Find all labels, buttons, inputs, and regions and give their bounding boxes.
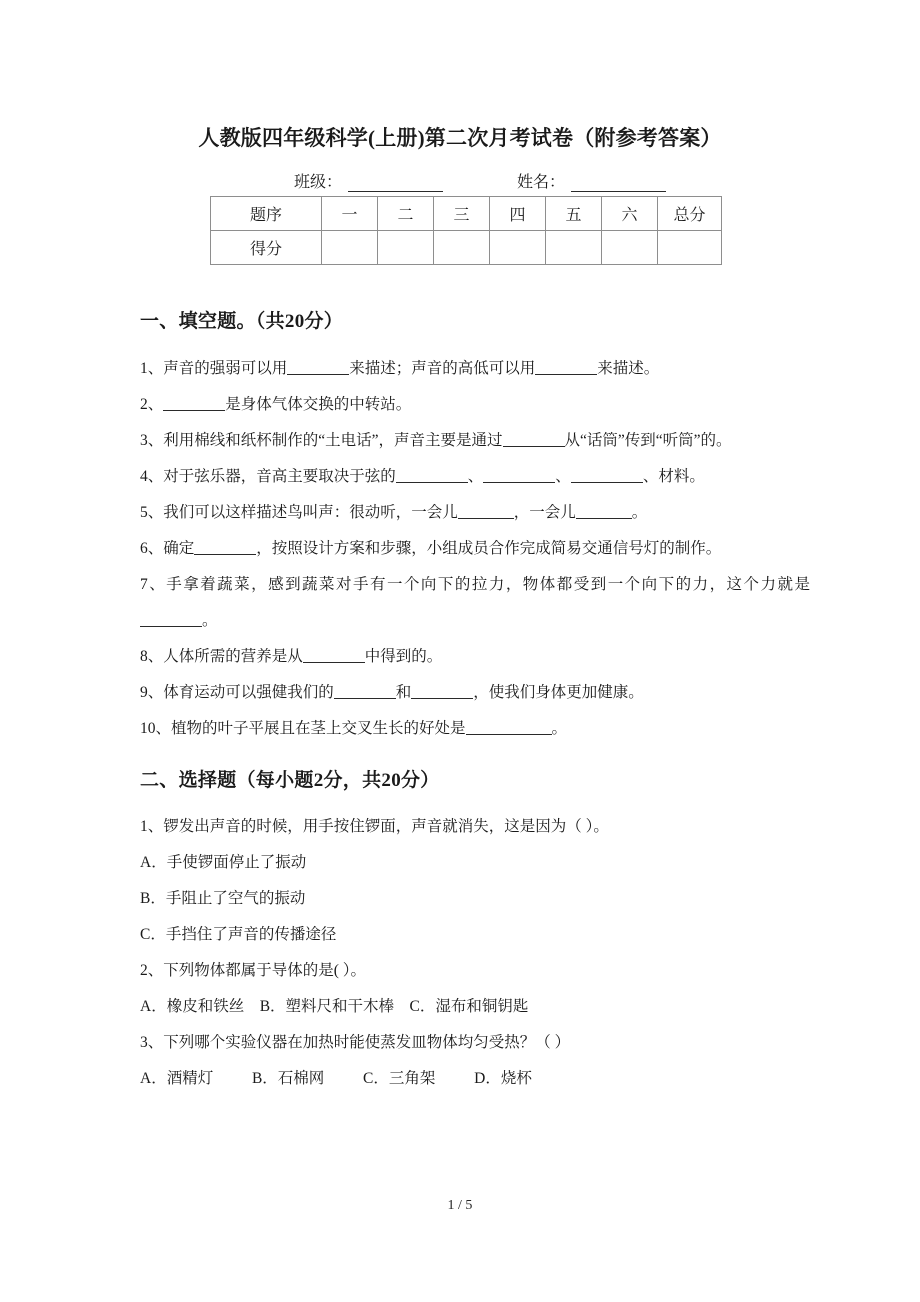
question-fill-6	[140, 531, 810, 567]
question-number: 10、	[140, 719, 172, 737]
question-text: 、材料。	[642, 467, 705, 485]
question-text: 体育运动可以强健我们的	[163, 683, 334, 701]
question-number: 2、	[140, 395, 164, 413]
question-fill-8	[140, 639, 810, 675]
section-heading-multiple-choice: 二、选择题（每小题2分，共20分）	[140, 769, 440, 791]
question-fill-9	[140, 675, 810, 711]
question-text: 中得到的。	[364, 647, 443, 665]
answer-blank[interactable]	[411, 684, 473, 699]
answer-blank[interactable]	[466, 720, 552, 735]
name-field	[517, 169, 666, 192]
table-row-header: 题序	[211, 197, 322, 231]
choice-option-row-2[interactable]: A．橡皮和铁丝 B．塑料尺和干木棒 C．湿布和铜钥匙	[140, 998, 529, 1016]
page-title: 人教版四年级科学(上册)第二次月考试卷（附参考答案）	[198, 126, 722, 150]
answer-blank[interactable]	[571, 468, 643, 483]
question-text: ，一会儿	[513, 503, 576, 521]
answer-blank[interactable]	[576, 504, 632, 519]
question-text: 利用棉线和纸杯制作的“土电话”，声音主要是通过	[163, 431, 503, 449]
answer-blank[interactable]	[194, 540, 256, 555]
class-blank[interactable]	[348, 176, 443, 192]
table-row	[211, 231, 722, 265]
name-label: 姓名：	[517, 174, 566, 191]
choice-option-1c[interactable]: C．手挡住了声音的传播途径	[140, 926, 337, 944]
table-cell[interactable]	[658, 231, 722, 265]
question-text: 确定	[163, 539, 195, 557]
question-fill-7	[140, 567, 810, 639]
question-text: 。	[631, 503, 648, 521]
answer-blank[interactable]	[303, 648, 365, 663]
question-number: 9、	[140, 683, 164, 701]
table-cell: 五	[546, 197, 602, 231]
answer-blank[interactable]	[483, 468, 555, 483]
question-text: 对于弦乐器，音高主要取决于弦的	[163, 467, 396, 485]
question-text: 人体所需的营养是从	[163, 647, 303, 665]
choice-option-row-3[interactable]: A．酒精灯 B．石棉网 C．三角架 D．烧杯	[140, 1070, 532, 1088]
question-text: 我们可以这样描述鸟叫声：很动听，一会儿	[163, 503, 458, 521]
question-text: ，按照设计方案和步骤，小组成员合作完成简易交通信号灯的制作。	[256, 539, 722, 557]
question-text: 植物的叶子平展且在茎上交叉生长的好处是	[171, 719, 466, 737]
question-text: 。	[202, 611, 218, 629]
table-row-header: 得分	[211, 231, 322, 265]
question-number: 5、	[140, 503, 164, 521]
question-text: 、	[555, 467, 571, 485]
class-label: 班级：	[294, 174, 343, 191]
question-choice-1: 1、锣发出声音的时候，用手按住锣面，声音就消失，这是因为（ ）。	[140, 818, 609, 836]
answer-blank[interactable]	[396, 468, 468, 483]
answer-blank[interactable]	[163, 396, 225, 411]
question-number: 7、	[140, 575, 167, 593]
table-row	[211, 197, 722, 231]
table-cell: 三	[434, 197, 490, 231]
question-fill-3	[140, 423, 810, 459]
question-text: 手拿着蔬菜，感到蔬菜对手有一个向下的拉力，物体都受到一个向下的力，这个力就是	[166, 575, 810, 593]
question-text: 是身体气体交换的中转站。	[225, 395, 412, 413]
answer-blank[interactable]	[287, 360, 349, 375]
table-cell[interactable]	[434, 231, 490, 265]
question-text: 来描述。	[597, 359, 660, 377]
table-cell[interactable]	[546, 231, 602, 265]
question-fill-1	[140, 351, 810, 387]
name-blank[interactable]	[571, 176, 666, 192]
question-text: 声音的强弱可以用	[163, 359, 288, 377]
table-cell: 总分	[658, 197, 722, 231]
question-text: 和	[395, 683, 412, 701]
score-table	[210, 196, 722, 265]
answer-blank[interactable]	[334, 684, 396, 699]
table-cell[interactable]	[602, 231, 658, 265]
choice-option-1a[interactable]: A．手使锣面停止了振动	[140, 854, 307, 872]
question-number: 3、	[140, 431, 164, 449]
table-cell[interactable]	[490, 231, 546, 265]
table-cell: 二	[378, 197, 434, 231]
question-number: 1、	[140, 359, 164, 377]
question-number: 8、	[140, 647, 164, 665]
question-fill-5	[140, 495, 810, 531]
table-cell[interactable]	[378, 231, 434, 265]
table-cell[interactable]	[322, 231, 378, 265]
table-cell: 六	[602, 197, 658, 231]
question-text: ，使我们身体更加健康。	[473, 683, 644, 701]
class-field	[294, 169, 443, 192]
question-text: 、	[467, 467, 484, 485]
exam-content	[140, 310, 810, 1097]
question-fill-10	[140, 711, 810, 747]
question-text: 。	[551, 719, 568, 737]
question-text: 来描述；声音的高低可以用	[349, 359, 536, 377]
question-choice-3: 3、下列哪个实验仪器在加热时能使蒸发皿物体均匀受热？（ ）	[140, 1034, 571, 1052]
question-text: 从“话筒”传到“听筒”的。	[564, 431, 732, 449]
section-heading-fill-blank: 一、填空题。（共20分）	[140, 311, 344, 332]
answer-blank[interactable]	[535, 360, 597, 375]
page-number-footer: 1 / 5	[447, 1198, 473, 1213]
choice-option-1b[interactable]: B．手阻止了空气的振动	[140, 890, 306, 908]
question-choice-2: 2、下列物体都属于导体的是( ）。	[140, 962, 367, 980]
question-number: 4、	[140, 467, 164, 485]
answer-blank[interactable]	[458, 504, 514, 519]
table-cell: 一	[322, 197, 378, 231]
question-number: 6、	[140, 539, 164, 557]
question-fill-4	[140, 459, 810, 495]
question-fill-2	[140, 387, 810, 423]
table-cell: 四	[490, 197, 546, 231]
student-identity-line	[210, 166, 710, 192]
answer-blank[interactable]	[140, 612, 202, 627]
answer-blank[interactable]	[503, 432, 565, 447]
